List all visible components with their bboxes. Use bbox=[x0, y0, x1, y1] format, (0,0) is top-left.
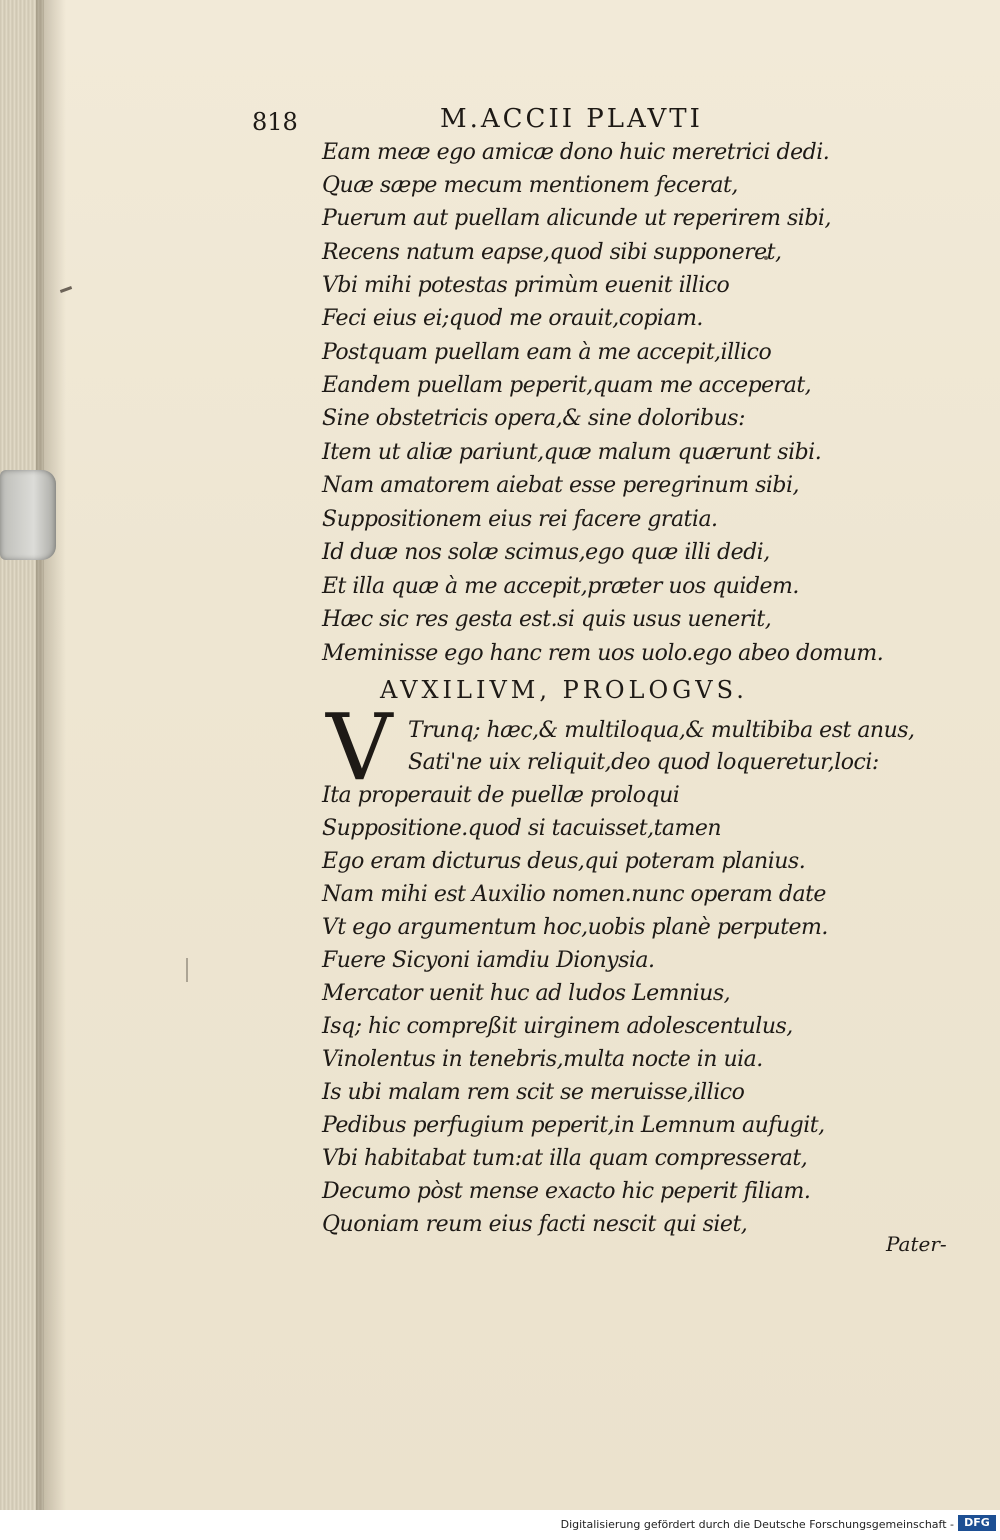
verse-line: Eam meæ ego amicæ dono huic meretrici dedi. bbox=[322, 140, 830, 165]
verse-line: Sine obstetricis opera,& sine doloribus: bbox=[322, 406, 745, 431]
verse-line: Nam amatorem aiebat esse peregrinum sibi, bbox=[322, 473, 800, 498]
verse-line: Isq; hic compreßit uirginem adolescentulus, bbox=[322, 1014, 793, 1039]
verse-line: Feci eius ei;quod me orauit,copiam. bbox=[322, 306, 703, 331]
section-heading: AVXILIVM, PROLOGVS. bbox=[380, 676, 748, 704]
verse-line: Postquam puellam eam à me accepit,illico bbox=[322, 340, 772, 365]
verse-line: Meminisse ego hanc rem uos uolo.ego abeo domum. bbox=[322, 641, 884, 666]
verse-line: Pedibus perfugium peperit,in Lemnum aufugit, bbox=[322, 1113, 825, 1138]
verse-line: Vbi mihi potestas primùm euenit illico bbox=[322, 273, 730, 298]
catchword: Pater- bbox=[886, 1232, 947, 1256]
digitization-credit: Digitalisierung gefördert durch die Deutsche Forschungsgemeinschaft - bbox=[560, 1518, 954, 1531]
verse-line: Is ubi malam rem scit se meruisse,illico bbox=[322, 1080, 745, 1105]
verse-line: Et illa quæ à me accepit,præter uos quidem. bbox=[322, 574, 799, 599]
verse-line: Puerum aut puellam alicunde ut reperirem sibi, bbox=[322, 206, 831, 231]
verse-line: Vt ego argumentum hoc,uobis planè perputem. bbox=[322, 915, 828, 940]
drop-cap: V bbox=[326, 694, 393, 801]
verse-line: Decumo pòst mense exacto hic peperit filiam. bbox=[322, 1179, 811, 1204]
verse-line: Quoniam reum eius facti nescit qui siet, bbox=[322, 1212, 748, 1237]
running-head: M.ACCII PLAVTI bbox=[440, 104, 703, 134]
verse-line: Eandem puellam peperit,quam me acceperat, bbox=[322, 373, 812, 398]
verse-line: Recens natum eapse,quod sibi supponeret, bbox=[322, 240, 782, 265]
stray-mark bbox=[186, 958, 188, 982]
verse-line: Fuere Sicyoni iamdiu Dionysia. bbox=[322, 948, 655, 973]
verse-line: Ego eram dicturus deus,qui poteram planius. bbox=[322, 849, 806, 874]
page-clip bbox=[0, 470, 56, 560]
verse-line: Quæ sæpe mecum mentionem fecerat, bbox=[322, 173, 738, 198]
verse-line: Item ut aliæ pariunt,quæ malum quærunt sibi. bbox=[322, 440, 822, 465]
dfg-logo: DFG bbox=[958, 1515, 996, 1531]
verse-line: Trunq; hæc,& multiloqua,& multibiba est anus, bbox=[408, 718, 915, 743]
verse-line: Sati'ne uix reliquit,deo quod loqueretur,loci: bbox=[408, 750, 879, 775]
verse-line: Ita properauit de puellæ proloqui bbox=[322, 783, 680, 808]
gutter-shadow bbox=[36, 0, 66, 1510]
verse-line: Suppositione.quod si tacuisset,tamen bbox=[322, 816, 722, 841]
verse-line: Vbi habitabat tum:at illa quam compresserat, bbox=[322, 1146, 808, 1171]
verse-line: Mercator uenit huc ad ludos Lemnius, bbox=[322, 981, 731, 1006]
verse-line: Nam mihi est Auxilio nomen.nunc operam date bbox=[322, 882, 826, 907]
verse-line: Suppositionem eius rei facere gratia. bbox=[322, 507, 718, 532]
verse-line: Vinolentus in tenebris,multa nocte in uia. bbox=[322, 1047, 763, 1072]
page-number: 818 bbox=[252, 108, 298, 136]
verse-line: Id duæ nos solæ scimus,ego quæ illi dedi, bbox=[322, 540, 770, 565]
verse-line: Hæc sic res gesta est.si quis usus uenerit, bbox=[322, 607, 772, 632]
